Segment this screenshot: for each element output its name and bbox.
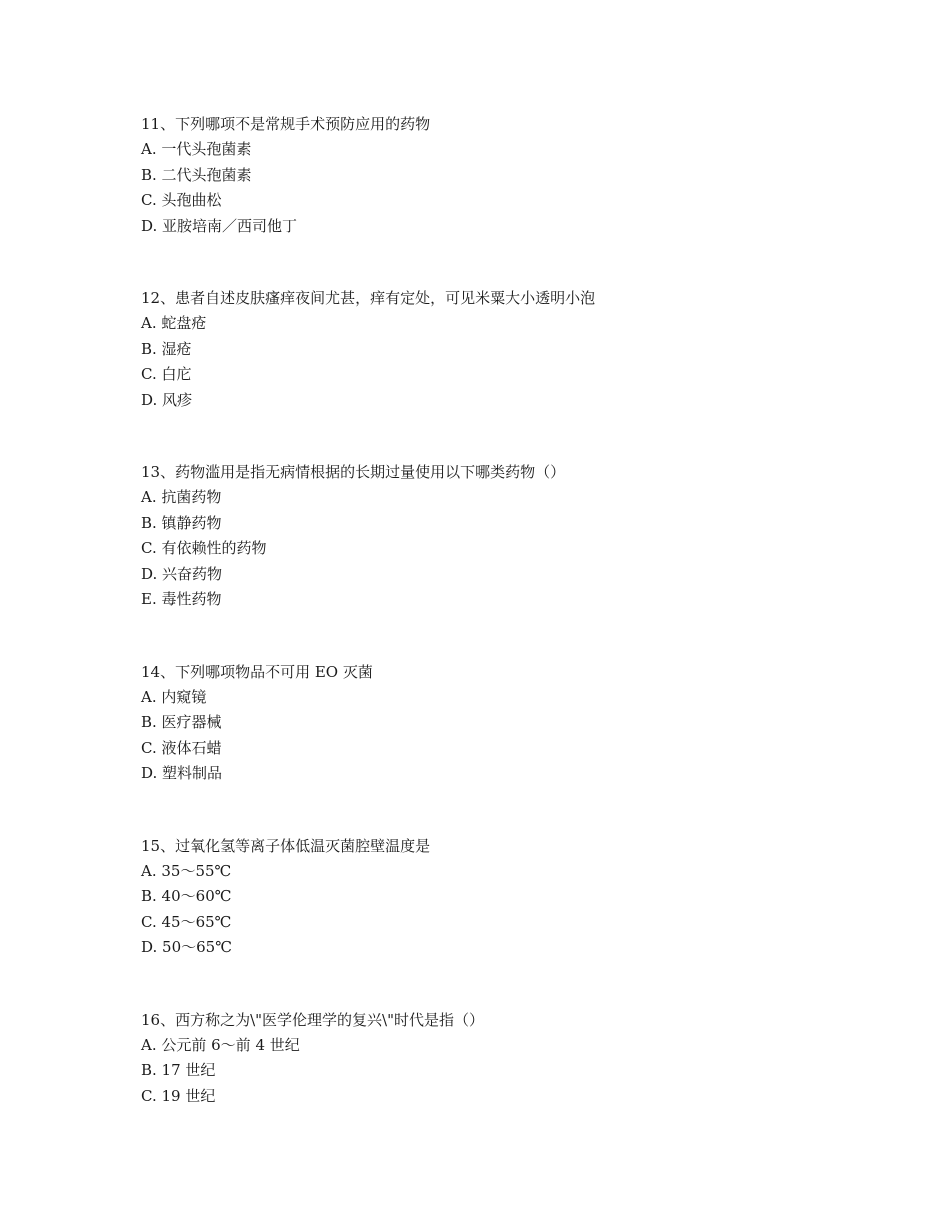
option-d: D. 亚胺培南／西司他丁 [141, 216, 298, 235]
option-a: A. 35～55℃ [141, 861, 232, 880]
option-c: C. 45～65℃ [141, 912, 232, 931]
option-a: A. 公元前 6～前 4 世纪 [141, 1035, 300, 1054]
question-12 [141, 286, 861, 413]
question-title: 13、药物滥用是指无病情根据的长期过量使用以下哪类药物（） [141, 463, 566, 481]
question-13 [141, 460, 861, 613]
option-a: A. 内窥镜 [141, 687, 207, 706]
option-b: B. 40～60℃ [141, 887, 232, 905]
question-title: 12、患者自述皮肤瘙痒夜间尤甚，痒有定处，可见米粟大小透明小泡 [141, 289, 596, 307]
option-c: C. 有依赖性的药物 [141, 539, 267, 557]
document-page [141, 112, 861, 1109]
question-title: 15、过氧化氢等离子体低温灭菌腔壁温度是 [141, 836, 431, 855]
option-c: C. 白庀 [141, 365, 192, 383]
option-c: C. 19 世纪 [141, 1086, 216, 1105]
question-14 [141, 660, 861, 787]
option-b: B. 湿疮 [141, 339, 192, 358]
option-a: A. 一代头孢菌素 [141, 140, 252, 158]
option-e: E. 毒性药物 [141, 590, 222, 608]
option-b: B. 镇静药物 [141, 513, 222, 532]
question-title: 11、下列哪项不是常规手术预防应用的药物 [141, 115, 431, 133]
option-b: B. 17 世纪 [141, 1061, 216, 1079]
option-d: D. 兴奋药物 [141, 564, 223, 583]
question-16 [141, 1008, 861, 1110]
option-d: D. 50～65℃ [141, 938, 232, 956]
question-title: 16、西方称之为\"医学伦理学的复兴\"时代是指（） [141, 1010, 484, 1029]
option-c: C. 液体石蜡 [141, 738, 222, 757]
option-b: B. 二代头孢菌素 [141, 165, 252, 184]
option-a: A. 抗菌药物 [141, 488, 222, 506]
option-d: D. 风疹 [141, 390, 193, 409]
question-15 [141, 834, 861, 961]
option-a: A. 蛇盘疮 [141, 314, 207, 332]
option-c: C. 头孢曲松 [141, 191, 222, 209]
question-title: 14、下列哪项物品不可用 EO 灭菌 [141, 662, 373, 681]
option-b: B. 医疗器械 [141, 713, 222, 731]
option-d: D. 塑料制品 [141, 764, 223, 782]
question-11 [141, 112, 861, 239]
